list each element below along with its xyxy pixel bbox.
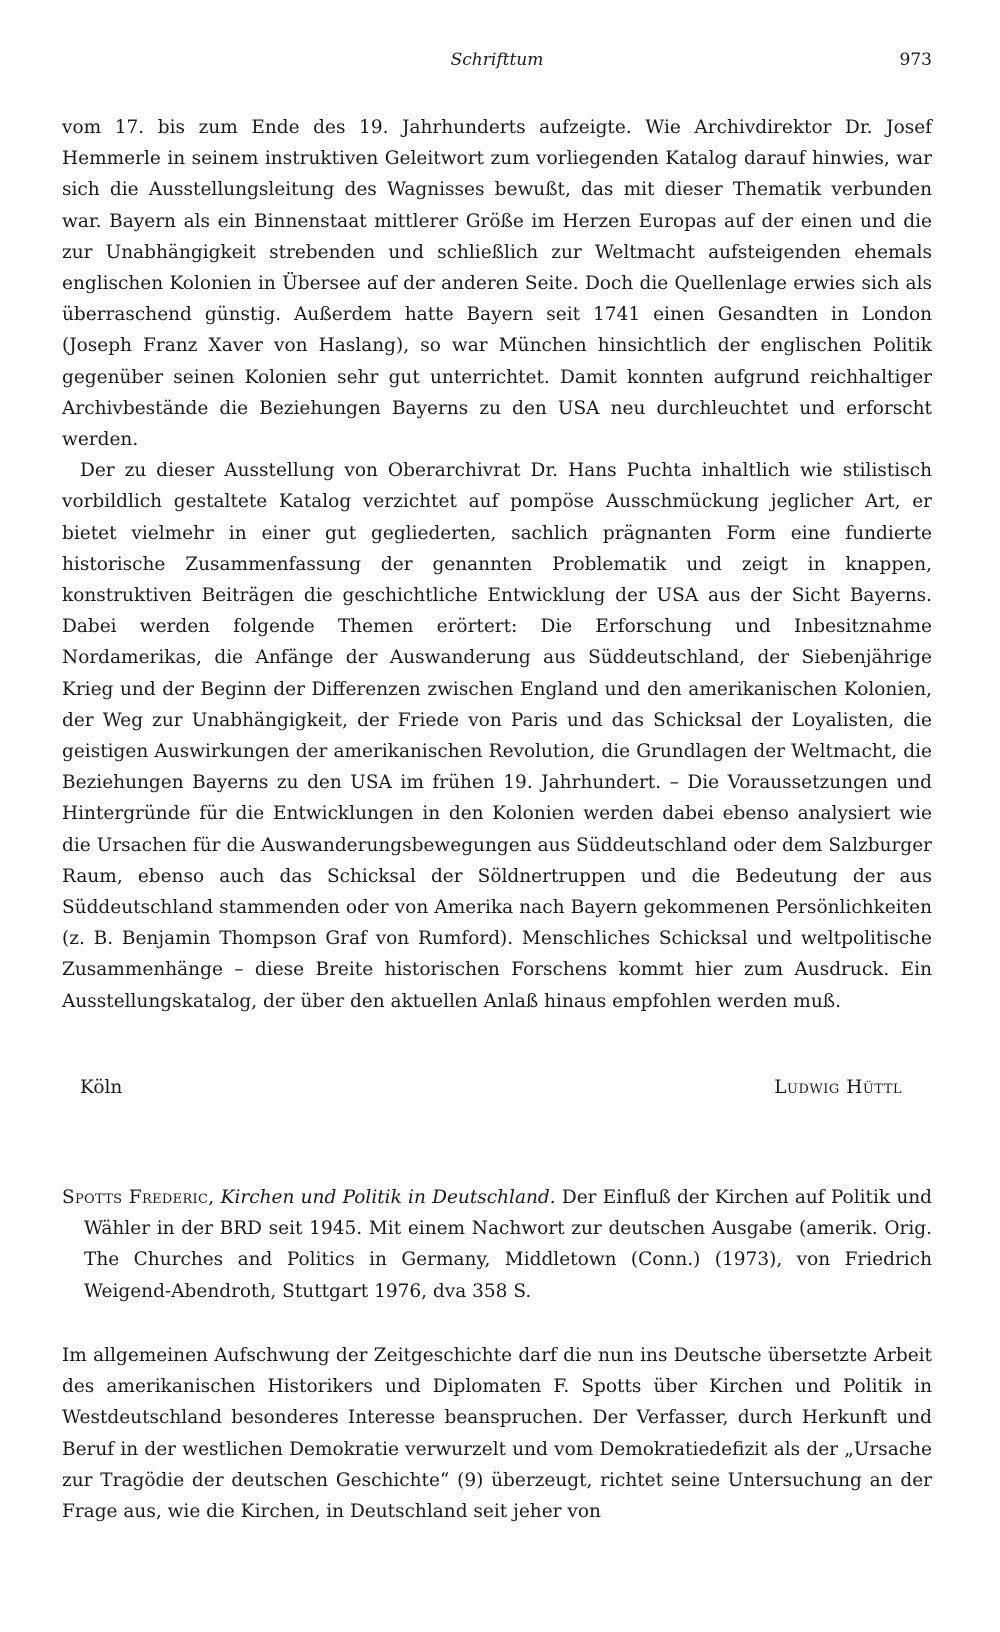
bibliographic-citation <box>62 1182 932 1307</box>
signature-place: Köln <box>80 1077 123 1098</box>
review-hemmerle-catalog <box>62 112 932 1017</box>
page-number: 973 <box>899 50 932 70</box>
paragraph: Im allgemeinen Aufschwung der Zeitgeschichte darf die nun ins Deutsche übersetzte Arbeit des amerikanischen Historikers und Diplomaten F. Spotts über Kirchen und Politik in Westdeutschland besonderes Interesse beanspruchen. Der Verfasser, durch Herkunft und Beruf in der westlichen Demokratie verwurzelt und vom Demokratiedefizit als der „Ursache zur Tragödie der deutschen Geschichte“ (9) überzeugt, richtet seine Untersuchung an der Frage aus, wie die Kirchen, in Deutschland seit jeher von <box>62 1345 932 1523</box>
paragraph: Der zu dieser Ausstellung von Oberarchivrat Dr. Hans Puchta inhaltlich wie stilistisch vorbildlich gestaltete Katalog verzichtet auf pompöse Ausschmückung jeglicher Art, er bietet vielmehr in einer gut gegliederten, sachlich prägnanten Form eine fundierte historische Zusammenfassung der genannten Problematik und zeigt in knappen, konstruktiven Beiträgen die geschichtliche Entwicklung der USA aus der Sicht Bayerns. Dabei werden folgende Themen erörtert: Die Erforschung und Inbesitznahme Nordamerikas, die Anfänge der Auswanderung aus Süddeutschland, der Siebenjährige Krieg und der Beginn der Differenzen zwischen England und den amerikanischen Kolonien, der Weg zur Unabhängigkeit, der Friede von Paris und das Schicksal der Loyalisten, die geistigen Auswirkungen der amerikanischen Revolution, die Grundlagen der Weltmacht, die Beziehungen Bayerns zu den USA im frühen 19. Jahrhundert. – Die Voraussetzungen und Hintergründe für die Entwicklungen in den Kolonien werden dabei ebenso analysiert wie die Ursachen für die Auswanderungsbewegungen aus Süddeutschland oder dem Salzburger Raum, ebenso auch das Schicksal der Söldnertruppen und die Bedeutung der aus Süddeutschland stammenden oder von Amerika nach Bayern gekommenen Persönlichkeiten (z. B. Benjamin Thompson Graf von Rumford). Menschliches Schicksal und weltpolitische Zusammenhänge – diese Breite historischen Forschens kommt hier zum Ausdruck. Ein Ausstellungskatalog, der über den aktuellen Anlaß hinaus empfohlen werden muß. <box>62 460 932 1012</box>
citation-details: Der Einfluß der Kirchen auf Politik und Wähler in der BRD seit 1945. Mit einem Nachwort zur deutschen Ausgabe (amerik. Orig. The Churches and Politics in Germany, Middletown (Conn.) (1973), von Friedrich Weigend-Abendroth, Stuttgart 1976, dva 358 S. <box>84 1187 933 1302</box>
review-spotts <box>62 1340 932 1527</box>
signature-author: Ludwig Hüttl <box>774 1077 902 1098</box>
running-head <box>62 50 932 78</box>
citation-title: Kirchen und Politik in Deutschland. <box>220 1187 556 1208</box>
citation-author: Spotts Frederic, <box>62 1187 215 1208</box>
paragraph: vom 17. bis zum Ende des 19. Jahrhunderts aufzeigte. Wie Archivdirektor Dr. Josef Hemmerle in seinem instruktiven Geleitwort zum vorliegenden Katalog darauf hinwies, war sich die Ausstellungsleitung des Wagnisses bewußt, das mit dieser Thematik verbunden war. Bayern als ein Binnenstaat mittlerer Größe im Herzen Europas auf der einen und die zur Unabhängigkeit strebenden und schließlich zur Weltmacht aufsteigenden ehemals englischen Kolonien in Übersee auf der anderen Seite. Doch die Quellenlage erwies sich als überraschend günstig. Außerdem hatte Bayern seit 1741 einen Gesandten in London (Joseph Franz Xaver von Haslang), so war München hinsichtlich der englischen Politik gegenüber seinen Kolonien sehr gut unterrichtet. Damit konnten aufgrund reichhaltiger Archivbestände die Beziehungen Bayerns zu den USA neu durchleuchtet und erforscht werden. <box>62 117 932 451</box>
running-title: Schrifttum <box>450 50 544 70</box>
